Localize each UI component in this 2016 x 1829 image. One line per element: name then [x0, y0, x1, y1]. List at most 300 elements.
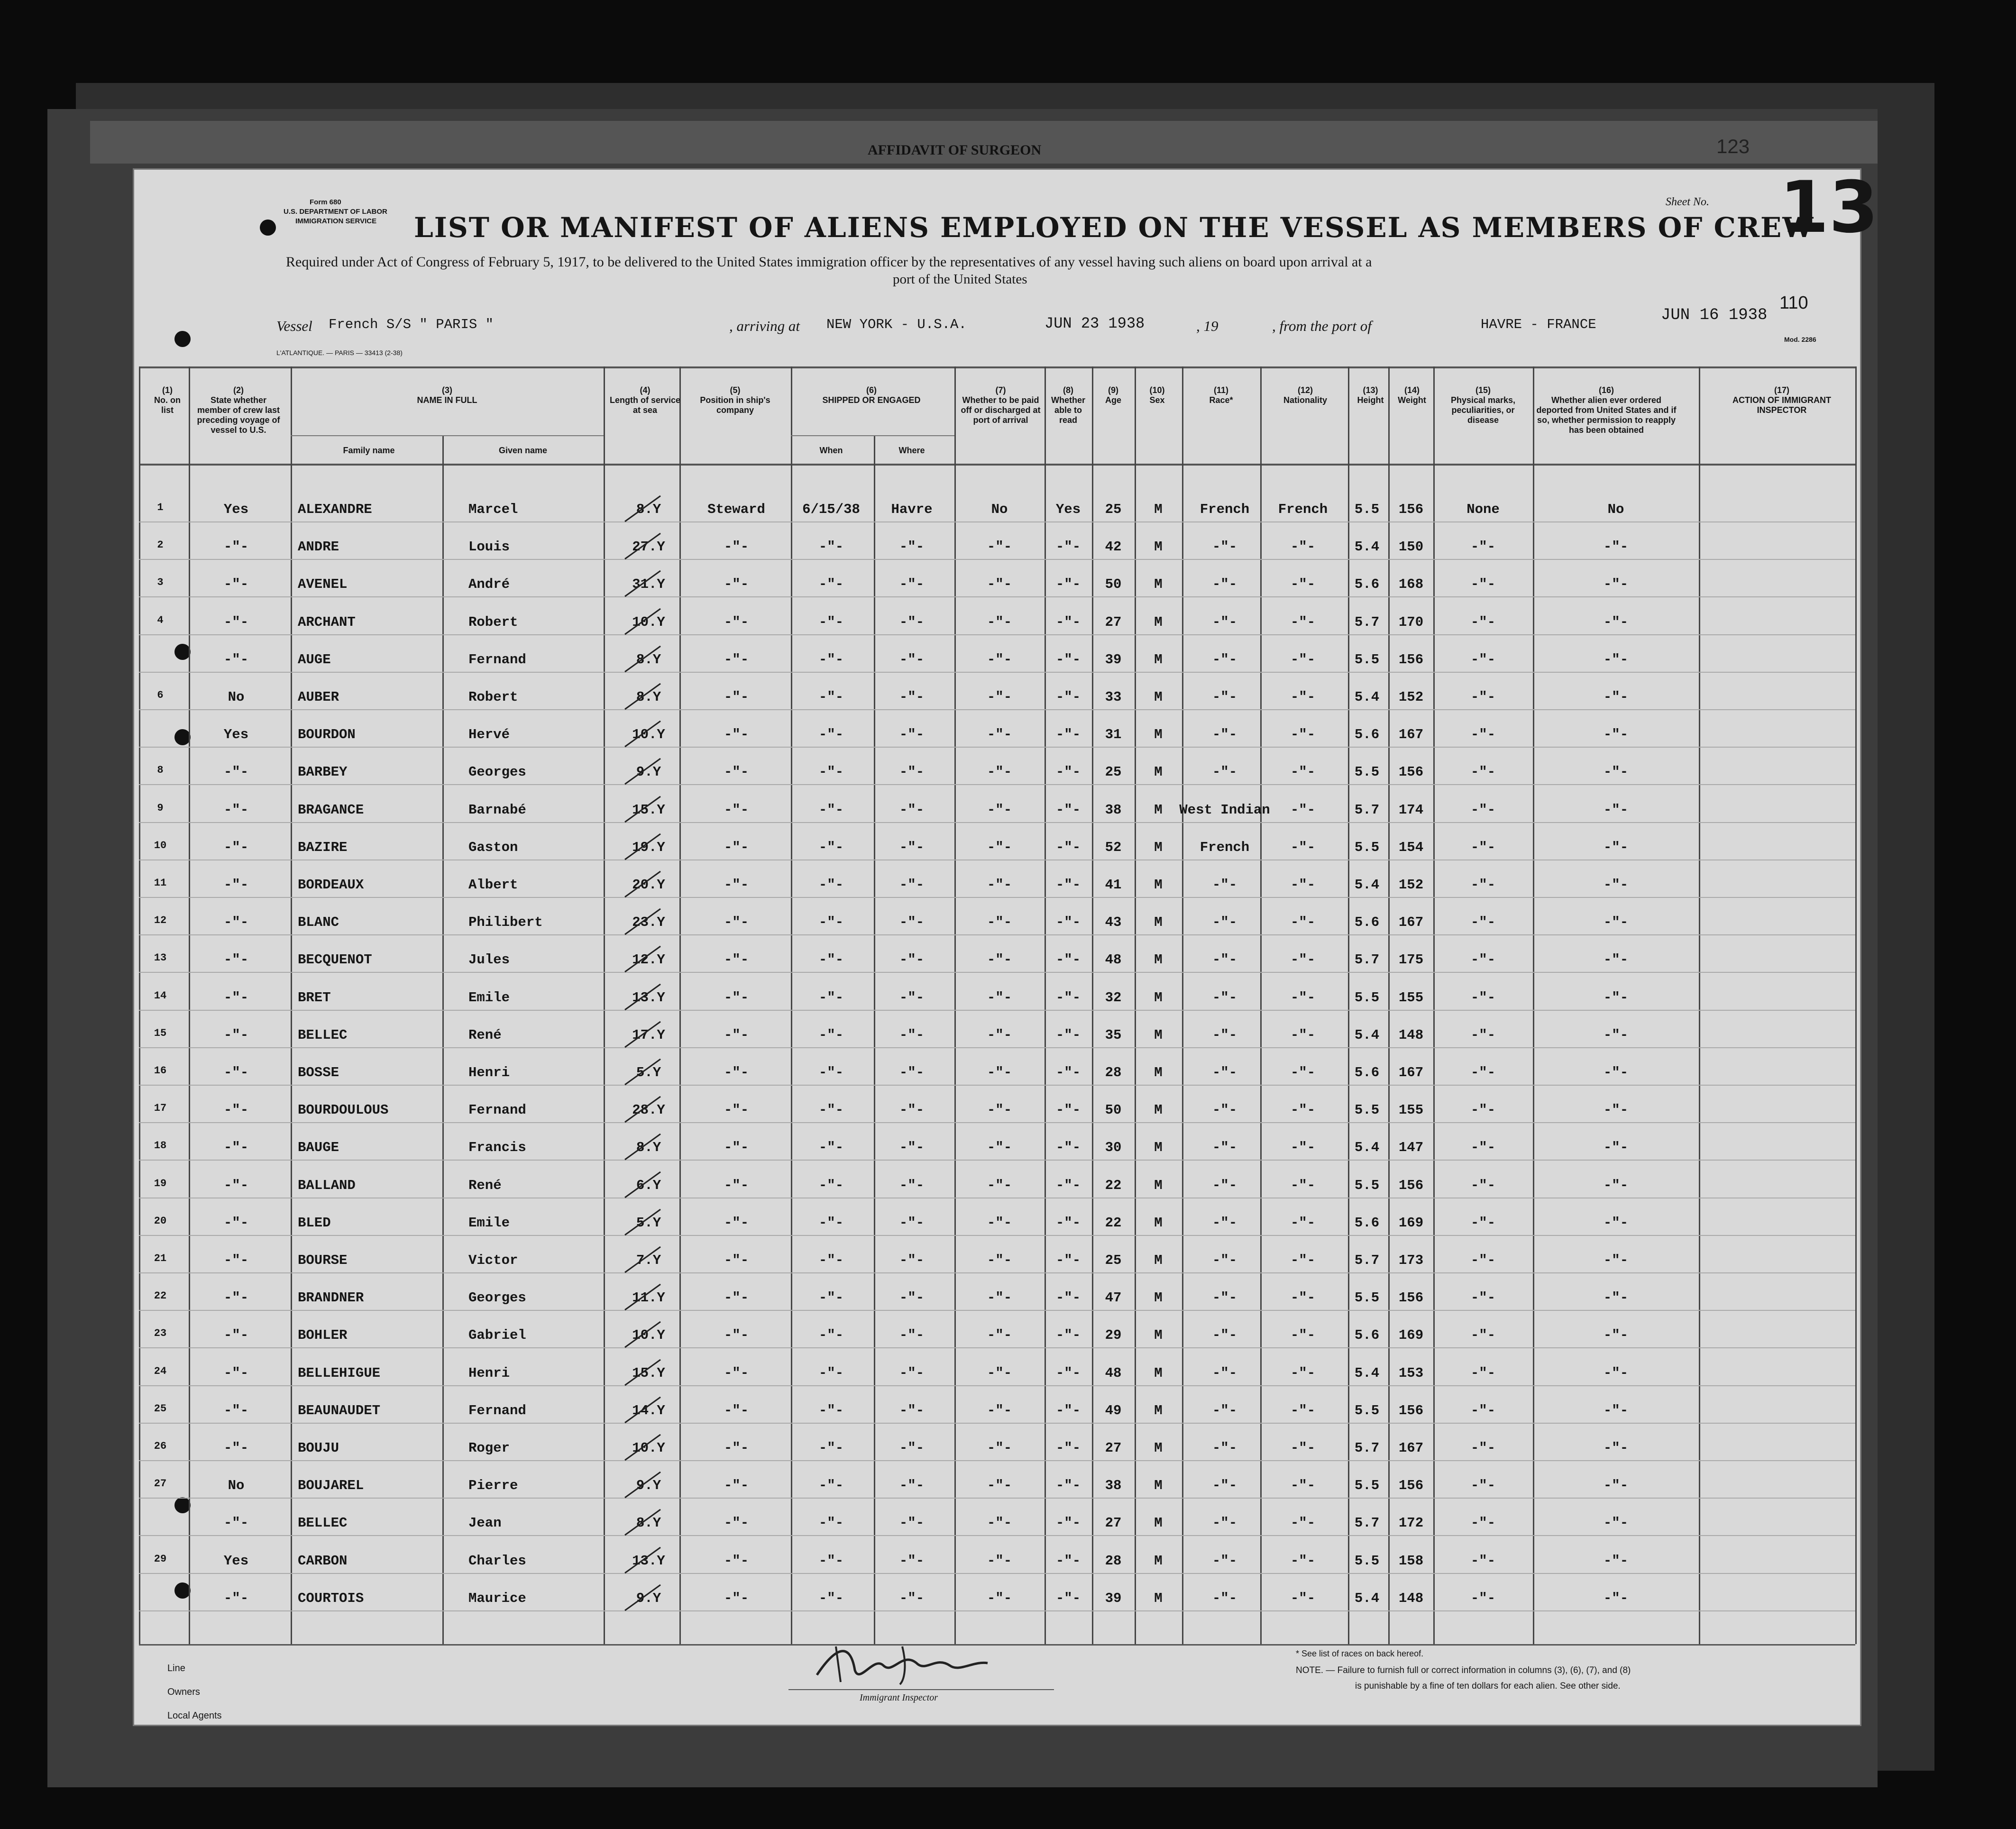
cell-sex: M [1154, 1440, 1163, 1456]
cell-where: -"- [899, 877, 925, 893]
cell-nat: -"- [1290, 1102, 1316, 1118]
cell-sex: M [1154, 1290, 1163, 1306]
column-rule [442, 435, 444, 1644]
cell-sex: M [1154, 952, 1163, 968]
cell-read: -"- [1055, 1478, 1081, 1494]
cell-marks: -"- [1470, 1327, 1496, 1344]
sheet-number: 13 [1779, 166, 1879, 249]
cell-service: 13.Y [632, 1553, 665, 1569]
cell-read: -"- [1055, 1440, 1081, 1456]
cell-when: -"- [818, 1140, 844, 1156]
cell-service: 15.Y [632, 802, 665, 818]
cell-weight: 154 [1398, 839, 1424, 855]
cell-marks: -"- [1470, 802, 1496, 818]
check-mark [623, 1318, 665, 1351]
cell-weight: 156 [1398, 1478, 1424, 1494]
cell-when: -"- [818, 689, 844, 705]
cell-marks: -"- [1470, 989, 1496, 1006]
cell-age: 22 [1105, 1177, 1122, 1193]
check-mark [623, 1093, 665, 1126]
row-rule [139, 747, 1855, 748]
cell-sex: M [1154, 1478, 1163, 1494]
cell-marks: -"- [1470, 1478, 1496, 1494]
cell-read: -"- [1055, 764, 1081, 780]
cell-sex: M [1154, 914, 1163, 931]
cell-where: -"- [899, 576, 925, 593]
cell-when: -"- [818, 651, 844, 668]
cell-no: 12 [154, 914, 167, 927]
cell-sex: M [1154, 989, 1163, 1006]
cell-when: -"- [818, 1402, 844, 1418]
subtitle-line-2: port of the United States [893, 272, 1027, 287]
cell-prev: -"- [223, 614, 249, 630]
cell-weight: 167 [1398, 727, 1424, 743]
from-label: , from the port of [1272, 318, 1372, 334]
cell-no: 14 [154, 989, 167, 1002]
check-mark [623, 1130, 665, 1163]
cell-where: -"- [899, 1553, 925, 1569]
cell-read: -"- [1055, 614, 1081, 630]
cell-position: -"- [724, 539, 749, 555]
cell-paid: -"- [987, 1365, 1012, 1381]
cell-deported: -"- [1603, 1140, 1629, 1156]
cell-age: 33 [1105, 689, 1122, 705]
cell-sex: M [1154, 802, 1163, 818]
cell-when: -"- [818, 1102, 844, 1118]
cell-age: 43 [1105, 914, 1122, 931]
cell-weight: 153 [1398, 1365, 1424, 1381]
cell-weight: 147 [1398, 1140, 1424, 1156]
cell-deported: -"- [1603, 651, 1629, 668]
cell-marks: -"- [1470, 689, 1496, 705]
cell-where: -"- [899, 839, 925, 855]
cell-service: 5.Y [636, 1065, 661, 1080]
cell-when: -"- [818, 1290, 844, 1306]
cell-position: -"- [724, 1215, 749, 1231]
cell-weight: 170 [1398, 614, 1424, 630]
cell-paid: -"- [987, 614, 1012, 630]
cell-where: -"- [899, 651, 925, 668]
cell-given: Henri [468, 1365, 510, 1381]
cell-deported: No [1607, 502, 1624, 517]
cell-family: BARBEY [298, 764, 348, 780]
cell-prev: -"- [223, 1402, 249, 1418]
cell-nat: -"- [1290, 1515, 1316, 1531]
top-number: 123 [1716, 135, 1750, 157]
col-header-7: (7) Whether to be paid off or discharged at port of arrival [961, 385, 1041, 425]
cell-prev: -"- [223, 1065, 249, 1080]
cell-family: AVENEL [298, 576, 348, 593]
cell-position: -"- [724, 989, 749, 1006]
cell-given: Emile [468, 1215, 510, 1231]
cell-service: 27.Y [632, 539, 665, 555]
manifest-sheet [133, 166, 1879, 1726]
cell-sex: M [1154, 1140, 1163, 1156]
check-mark [623, 1356, 665, 1389]
cell-paid: -"- [987, 1102, 1012, 1118]
cell-race: -"- [1212, 914, 1237, 931]
row-rule [139, 1385, 1855, 1386]
cell-paid: -"- [987, 539, 1012, 555]
vessel-label: Vessel [276, 318, 312, 334]
cell-weight: 167 [1398, 1065, 1424, 1080]
cell-position: -"- [724, 1440, 749, 1456]
cell-no: 13 [154, 952, 167, 964]
cell-age: 49 [1105, 1402, 1122, 1418]
cell-sex: M [1154, 1065, 1163, 1080]
cell-height: 5.5 [1354, 1478, 1380, 1494]
cell-family: BECQUENOT [298, 952, 372, 968]
cell-nat: -"- [1290, 839, 1316, 855]
cell-read: -"- [1055, 1365, 1081, 1381]
row-rule [139, 1423, 1855, 1424]
cell-height: 5.5 [1354, 1290, 1380, 1306]
cell-when: -"- [818, 539, 844, 555]
cell-no: 24 [154, 1365, 167, 1377]
cell-marks: -"- [1470, 1027, 1496, 1043]
inspector-caption: Immigrant Inspector [860, 1692, 938, 1703]
cell-position: -"- [724, 1402, 749, 1418]
cell-when: -"- [818, 1515, 844, 1531]
cell-race: -"- [1212, 1365, 1237, 1381]
cell-family: BRANDNER [298, 1290, 364, 1306]
cell-given: Francis [468, 1140, 526, 1156]
check-mark [623, 605, 665, 638]
col-header-16: (16) Whether alien ever ordered deported from United States and if so, whether permission to reapply has been obtained [1536, 385, 1677, 435]
cell-paid: -"- [987, 1478, 1012, 1494]
cell-age: 38 [1105, 802, 1122, 818]
cell-given: Albert [468, 877, 518, 893]
cell-service: 11.Y [632, 1290, 665, 1306]
check-mark [623, 942, 665, 976]
cell-paid: -"- [987, 1253, 1012, 1268]
cell-deported: -"- [1603, 1440, 1629, 1456]
check-mark [623, 868, 665, 901]
cell-weight: 155 [1398, 989, 1424, 1006]
cell-age: 28 [1105, 1553, 1122, 1569]
cell-family: BOURDON [298, 727, 356, 743]
cell-weight: 155 [1398, 1102, 1424, 1118]
cell-when: -"- [818, 727, 844, 743]
cell-height: 5.5 [1354, 989, 1380, 1006]
cell-given: Roger [468, 1440, 510, 1456]
cell-read: -"- [1055, 952, 1081, 968]
cell-race: -"- [1212, 689, 1237, 705]
cell-when: -"- [818, 1215, 844, 1231]
cell-service: 10.Y [632, 614, 665, 630]
column-rule [139, 366, 140, 1644]
cell-family: BAZIRE [298, 839, 348, 855]
cell-where: -"- [899, 689, 925, 705]
cell-prev: -"- [223, 1102, 249, 1118]
cell-nat: -"- [1290, 614, 1316, 630]
cell-read: -"- [1055, 1065, 1081, 1080]
cell-height: 5.6 [1354, 1327, 1380, 1344]
cell-nat: -"- [1290, 764, 1316, 780]
row-rule [139, 1310, 1855, 1311]
cell-position: -"- [724, 802, 749, 818]
check-mark [623, 1506, 665, 1539]
cell-paid: -"- [987, 1590, 1012, 1606]
cell-no: 1 [157, 502, 164, 513]
cell-nat: -"- [1290, 1065, 1316, 1080]
cell-position: -"- [724, 914, 749, 931]
cell-sex: M [1154, 1515, 1163, 1531]
check-mark [623, 1544, 665, 1577]
cell-weight: 156 [1398, 764, 1424, 780]
cell-when: -"- [818, 1478, 844, 1494]
col-header-2: (2) State whether member of crew last preceding voyage of vessel to U.S. [197, 385, 280, 435]
cell-height: 5.4 [1354, 539, 1380, 555]
cell-position: -"- [724, 1102, 749, 1118]
cell-prev: -"- [223, 989, 249, 1006]
cell-where: -"- [899, 914, 925, 931]
cell-service: 5.Y [636, 1215, 661, 1231]
cell-sex: M [1154, 614, 1163, 630]
cell-no: 4 [157, 614, 164, 626]
cell-deported: -"- [1603, 877, 1629, 893]
cell-service: 12.Y [632, 952, 665, 968]
cell-marks: -"- [1470, 727, 1496, 743]
check-mark [623, 530, 665, 563]
col-header-14: (14) Weight [1398, 385, 1426, 405]
cell-marks: -"- [1470, 1253, 1496, 1268]
cell-marks: -"- [1470, 914, 1496, 931]
cell-race: -"- [1212, 1140, 1237, 1156]
cell-deported: -"- [1603, 989, 1629, 1006]
cell-where: -"- [899, 614, 925, 630]
cell-where: -"- [899, 1365, 925, 1381]
cell-read: -"- [1055, 1177, 1081, 1193]
cell-weight: 150 [1398, 539, 1424, 555]
cell-service: 23.Y [632, 914, 665, 931]
cell-age: 48 [1105, 952, 1122, 968]
form-id-line: U.S. DEPARTMENT OF LABOR [284, 208, 387, 216]
cell-nat: -"- [1290, 1553, 1316, 1569]
cell-given: Emile [468, 989, 510, 1006]
cell-deported: -"- [1603, 1027, 1629, 1043]
cell-marks: -"- [1470, 877, 1496, 893]
cell-position: -"- [724, 1027, 749, 1043]
cell-race: -"- [1212, 764, 1237, 780]
cell-service: 9.Y [636, 764, 661, 780]
cell-service: 6.Y [636, 1177, 661, 1193]
cell-read: Yes [1055, 502, 1081, 517]
cell-no: 2 [157, 539, 164, 551]
cell-age: 25 [1105, 502, 1122, 517]
row-rule [139, 1047, 1855, 1048]
cell-age: 39 [1105, 1590, 1122, 1606]
row-rule [139, 709, 1855, 710]
cell-deported: -"- [1603, 1177, 1629, 1193]
cell-position: -"- [724, 614, 749, 630]
cell-position: -"- [724, 689, 749, 705]
row-rule [139, 1498, 1855, 1499]
cell-given: Philibert [468, 914, 543, 931]
cell-family: BOURSE [298, 1253, 348, 1268]
cell-nat: -"- [1290, 1027, 1316, 1043]
col-header-1: (1) No. on list [154, 385, 181, 415]
cell-service: 13.Y [632, 989, 665, 1006]
cell-age: 32 [1105, 989, 1122, 1006]
cell-service: 10.Y [632, 1440, 665, 1456]
cell-sex: M [1154, 764, 1163, 780]
cell-race: -"- [1212, 1177, 1237, 1193]
cell-sex: M [1154, 1253, 1163, 1268]
cell-paid: -"- [987, 651, 1012, 668]
check-mark [623, 567, 665, 600]
cell-position: -"- [724, 1290, 749, 1306]
row-rule [139, 596, 1855, 597]
cell-when: -"- [818, 1253, 844, 1268]
cell-deported: -"- [1603, 1515, 1629, 1531]
cell-age: 38 [1105, 1478, 1122, 1494]
cell-read: -"- [1055, 877, 1081, 893]
cell-deported: -"- [1603, 539, 1629, 555]
cell-height: 5.6 [1354, 914, 1380, 931]
cell-sex: M [1154, 539, 1163, 555]
cell-family: AUBER [298, 689, 339, 705]
cell-marks: None [1466, 502, 1500, 517]
cell-race: -"- [1212, 1290, 1237, 1306]
cell-position: -"- [724, 1327, 749, 1344]
cell-read: -"- [1055, 1515, 1081, 1531]
row-rule [139, 1010, 1855, 1011]
cell-sex: M [1154, 1327, 1163, 1344]
cell-marks: -"- [1470, 1140, 1496, 1156]
check-mark [623, 492, 665, 525]
cell-family: ANDRE [298, 539, 339, 555]
cell-read: -"- [1055, 1402, 1081, 1418]
cell-no: 21 [154, 1253, 167, 1264]
cell-sex: M [1154, 1215, 1163, 1231]
cell-when: -"- [818, 1553, 844, 1569]
cell-race: -"- [1212, 614, 1237, 630]
cell-paid: -"- [987, 689, 1012, 705]
cell-height: 5.7 [1354, 614, 1380, 630]
cell-no: 17 [154, 1102, 167, 1115]
subheader-rule [291, 435, 604, 436]
cell-service: 9.Y [636, 1478, 661, 1494]
cell-position: -"- [724, 651, 749, 668]
check-mark [623, 905, 665, 938]
cell-service: 14.Y [632, 1402, 665, 1418]
cell-no: 18 [154, 1140, 167, 1152]
cell-family: BELLEC [298, 1515, 348, 1531]
cell-given: Maurice [468, 1590, 526, 1606]
cell-paid: -"- [987, 764, 1012, 780]
cell-weight: 156 [1398, 1402, 1424, 1418]
cell-height: 5.4 [1354, 1365, 1380, 1381]
cell-deported: -"- [1603, 1065, 1629, 1080]
cell-position: -"- [724, 1478, 749, 1494]
races-note: * See list of races on back hereof. [1296, 1649, 1424, 1658]
cell-age: 41 [1105, 877, 1122, 893]
cell-family: BOHLER [298, 1327, 348, 1344]
cell-where: -"- [899, 1140, 925, 1156]
check-mark [623, 1581, 665, 1614]
cell-deported: -"- [1603, 576, 1629, 593]
cell-height: 5.5 [1354, 764, 1380, 780]
cell-deported: -"- [1603, 1365, 1629, 1381]
row-rule [139, 972, 1855, 973]
cell-where: -"- [899, 802, 925, 818]
cell-weight: 167 [1398, 914, 1424, 931]
cell-given: Pierre [468, 1478, 518, 1494]
cell-read: -"- [1055, 1215, 1081, 1231]
cell-family: BOSSE [298, 1065, 339, 1080]
cell-no: 9 [157, 802, 164, 814]
cell-no: 3 [157, 576, 164, 589]
col-header-11: (11) Race* [1209, 385, 1233, 405]
cell-position: -"- [724, 1065, 749, 1080]
col-header-3: (3) NAME IN FULL [417, 385, 477, 405]
table-top-rule [139, 366, 1855, 368]
cell-height: 5.4 [1354, 1590, 1380, 1606]
cell-nat: -"- [1290, 1327, 1316, 1344]
cell-paid: -"- [987, 877, 1012, 893]
cell-weight: 156 [1398, 1177, 1424, 1193]
cell-family: BELLEHIGUE [298, 1365, 381, 1381]
cell-sex: M [1154, 1553, 1163, 1569]
cell-marks: -"- [1470, 1177, 1496, 1193]
cell-where: -"- [899, 1478, 925, 1494]
cell-sex: M [1154, 1027, 1163, 1043]
cell-paid: -"- [987, 1215, 1012, 1231]
cell-age: 52 [1105, 839, 1122, 855]
cell-prev: Yes [223, 727, 249, 743]
cell-where: -"- [899, 539, 925, 555]
cell-marks: -"- [1470, 1440, 1496, 1456]
cell-when: -"- [818, 1327, 844, 1344]
cell-nat: -"- [1290, 539, 1316, 555]
cell-position: -"- [724, 1590, 749, 1606]
cell-where: -"- [899, 1515, 925, 1531]
row-rule [139, 521, 1855, 522]
cell-marks: -"- [1470, 1215, 1496, 1231]
cell-height: 5.6 [1354, 576, 1380, 593]
cell-sex: M [1154, 877, 1163, 893]
cell-paid: -"- [987, 952, 1012, 968]
note-line-2: is punishable by a fine of ten dollars for each alien. See other side. [1355, 1681, 1621, 1691]
cell-weight: 148 [1398, 1027, 1424, 1043]
cell-sex: M [1154, 839, 1163, 855]
cell-position: -"- [724, 1515, 749, 1531]
check-mark [623, 755, 665, 788]
cell-no: 22 [154, 1290, 167, 1302]
cell-where: -"- [899, 764, 925, 780]
cell-sex: M [1154, 1402, 1163, 1418]
cell-race: -"- [1212, 1440, 1237, 1456]
cell-service: 8.Y [636, 1140, 661, 1156]
cell-position: -"- [724, 727, 749, 743]
col-header-13: (13) Height [1357, 385, 1384, 405]
signature-rule [788, 1689, 1054, 1690]
cell-height: 5.5 [1354, 1102, 1380, 1118]
cell-where: -"- [899, 1027, 925, 1043]
cell-paid: -"- [987, 1065, 1012, 1080]
cell-read: -"- [1055, 1590, 1081, 1606]
cell-when: -"- [818, 839, 844, 855]
cell-deported: -"- [1603, 1327, 1629, 1344]
cell-family: BEAUNAUDET [298, 1402, 381, 1418]
cell-height: 5.5 [1354, 651, 1380, 668]
cell-weight: 174 [1398, 802, 1424, 818]
footer-agents-label: Local Agents [167, 1710, 222, 1721]
cell-service: 8.Y [636, 502, 661, 517]
cell-prev: -"- [223, 877, 249, 893]
cell-race: -"- [1212, 1102, 1237, 1118]
